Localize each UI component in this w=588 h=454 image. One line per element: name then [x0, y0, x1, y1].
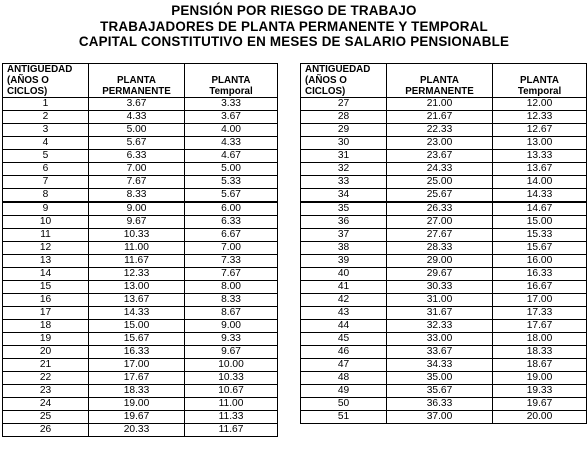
cell-planta-temporal: 9.33 — [185, 333, 278, 346]
cell-planta-temporal: 10.67 — [185, 385, 278, 398]
table-row — [3, 294, 278, 307]
cell-antiguedad: 29 — [301, 124, 387, 137]
cell-antiguedad: 38 — [301, 242, 387, 255]
table-row — [301, 411, 587, 424]
cell-planta-permanente: 19.00 — [89, 398, 185, 411]
cell-planta-temporal: 11.67 — [185, 424, 278, 437]
cell-planta-temporal: 13.67 — [493, 163, 587, 176]
cell-antiguedad: 33 — [301, 176, 387, 189]
header-antiguedad-line: ANTIGÜEDAD — [7, 64, 73, 75]
header-permanente-line: PLANTA — [116, 75, 156, 86]
cell-planta-permanente: 30.33 — [387, 281, 493, 294]
cell-antiguedad: 46 — [301, 346, 387, 359]
cell-planta-temporal: 15.67 — [493, 242, 587, 255]
header-antiguedad-line: CICLOS) — [7, 86, 48, 97]
cell-antiguedad: 16 — [3, 294, 89, 307]
cell-antiguedad: 35 — [301, 202, 387, 216]
cell-planta-temporal: 19.67 — [493, 398, 587, 411]
table-row — [3, 359, 278, 372]
table-row — [301, 202, 587, 216]
cell-planta-permanente: 32.33 — [387, 320, 493, 333]
cell-planta-temporal: 18.67 — [493, 359, 587, 372]
table-row — [3, 268, 278, 281]
cell-planta-temporal: 5.67 — [185, 189, 278, 203]
cell-planta-permanente: 27.67 — [387, 229, 493, 242]
cell-planta-temporal: 20.00 — [493, 411, 587, 424]
cell-antiguedad: 47 — [301, 359, 387, 372]
cell-antiguedad: 6 — [3, 163, 89, 176]
cell-planta-temporal: 4.33 — [185, 137, 278, 150]
header-permanente-line: PERMANENTE — [405, 86, 474, 97]
table-row — [301, 294, 587, 307]
header-planta-permanente — [387, 64, 493, 98]
cell-planta-permanente: 8.33 — [89, 189, 185, 203]
header-antiguedad — [3, 64, 89, 98]
cell-antiguedad: 24 — [3, 398, 89, 411]
cell-antiguedad: 12 — [3, 242, 89, 255]
table-row — [301, 98, 587, 111]
cell-planta-permanente: 10.33 — [89, 229, 185, 242]
cell-planta-temporal: 7.33 — [185, 255, 278, 268]
cell-antiguedad: 45 — [301, 333, 387, 346]
table-row — [301, 307, 587, 320]
cell-planta-temporal: 17.00 — [493, 294, 587, 307]
header-planta-temporal — [185, 64, 278, 98]
header-permanente-line: PLANTA — [419, 75, 459, 86]
table-row — [301, 385, 587, 398]
table-left — [2, 63, 278, 437]
cell-planta-temporal: 5.00 — [185, 163, 278, 176]
cell-planta-permanente: 19.67 — [89, 411, 185, 424]
table-row — [301, 398, 587, 411]
cell-planta-temporal: 12.67 — [493, 124, 587, 137]
cell-planta-permanente: 35.67 — [387, 385, 493, 398]
table-row — [3, 242, 278, 255]
cell-planta-permanente: 24.33 — [387, 163, 493, 176]
cell-antiguedad: 32 — [301, 163, 387, 176]
document-title-block — [0, 3, 588, 50]
header-temporal-line: PLANTA — [211, 75, 251, 86]
cell-planta-permanente: 34.33 — [387, 359, 493, 372]
cell-planta-permanente: 7.00 — [89, 163, 185, 176]
table-row — [301, 346, 587, 359]
cell-antiguedad: 48 — [301, 372, 387, 385]
table-row — [301, 111, 587, 124]
table-row — [301, 137, 587, 150]
cell-antiguedad: 21 — [3, 359, 89, 372]
table-row — [3, 202, 278, 216]
cell-planta-temporal: 11.33 — [185, 411, 278, 424]
table-right — [300, 63, 587, 424]
table-row — [3, 98, 278, 111]
cell-planta-permanente: 3.67 — [89, 98, 185, 111]
table-row — [3, 255, 278, 268]
cell-planta-permanente: 33.67 — [387, 346, 493, 359]
table-row — [301, 216, 587, 229]
cell-planta-temporal: 7.67 — [185, 268, 278, 281]
cell-antiguedad: 28 — [301, 111, 387, 124]
cell-planta-permanente: 31.00 — [387, 294, 493, 307]
cell-antiguedad: 20 — [3, 346, 89, 359]
table-row — [301, 268, 587, 281]
cell-planta-temporal: 14.33 — [493, 189, 587, 203]
cell-planta-temporal: 8.33 — [185, 294, 278, 307]
cell-planta-temporal: 6.33 — [185, 216, 278, 229]
cell-antiguedad: 36 — [301, 216, 387, 229]
cell-planta-temporal: 4.00 — [185, 124, 278, 137]
cell-planta-permanente: 11.00 — [89, 242, 185, 255]
cell-planta-permanente: 12.33 — [89, 268, 185, 281]
header-antiguedad-line: (AÑOS O — [7, 75, 49, 86]
table-row — [301, 255, 587, 268]
cell-planta-temporal: 12.00 — [493, 98, 587, 111]
cell-planta-permanente: 17.00 — [89, 359, 185, 372]
table-row — [3, 281, 278, 294]
table-row — [3, 150, 278, 163]
table-row — [3, 111, 278, 124]
cell-planta-permanente: 16.33 — [89, 346, 185, 359]
title-line-2: TRABAJADORES DE PLANTA PERMANENTE Y TEMPORAL — [100, 18, 488, 34]
cell-planta-permanente: 36.33 — [387, 398, 493, 411]
cell-antiguedad: 41 — [301, 281, 387, 294]
cell-planta-permanente: 26.33 — [387, 202, 493, 216]
table-row — [3, 229, 278, 242]
table-right-body — [301, 98, 587, 424]
header-planta-permanente — [89, 64, 185, 98]
cell-planta-temporal: 8.00 — [185, 281, 278, 294]
cell-antiguedad: 27 — [301, 98, 387, 111]
cell-planta-temporal: 3.67 — [185, 111, 278, 124]
header-planta-temporal — [493, 64, 587, 98]
cell-planta-temporal: 13.33 — [493, 150, 587, 163]
cell-planta-temporal: 16.67 — [493, 281, 587, 294]
cell-antiguedad: 34 — [301, 189, 387, 203]
title-line-3: CAPITAL CONSTITUTIVO EN MESES DE SALARIO PENSIONABLE — [78, 34, 510, 50]
cell-planta-permanente: 13.67 — [89, 294, 185, 307]
header-row — [301, 64, 587, 98]
cell-antiguedad: 18 — [3, 320, 89, 333]
cell-antiguedad: 50 — [301, 398, 387, 411]
cell-antiguedad: 13 — [3, 255, 89, 268]
cell-antiguedad: 9 — [3, 202, 89, 216]
cell-planta-temporal: 9.00 — [185, 320, 278, 333]
cell-antiguedad: 49 — [301, 385, 387, 398]
cell-antiguedad: 30 — [301, 137, 387, 150]
table-row — [301, 124, 587, 137]
table-row — [3, 124, 278, 137]
table-row — [3, 398, 278, 411]
cell-planta-permanente: 13.00 — [89, 281, 185, 294]
cell-antiguedad: 51 — [301, 411, 387, 424]
cell-planta-temporal: 8.67 — [185, 307, 278, 320]
cell-planta-permanente: 6.33 — [89, 150, 185, 163]
cell-planta-temporal: 11.00 — [185, 398, 278, 411]
cell-planta-temporal: 9.67 — [185, 346, 278, 359]
cell-planta-temporal: 18.00 — [493, 333, 587, 346]
cell-planta-temporal: 4.67 — [185, 150, 278, 163]
cell-planta-permanente: 11.67 — [89, 255, 185, 268]
cell-planta-permanente: 37.00 — [387, 411, 493, 424]
cell-planta-permanente: 17.67 — [89, 372, 185, 385]
cell-planta-temporal: 14.00 — [493, 176, 587, 189]
cell-planta-temporal: 3.33 — [185, 98, 278, 111]
cell-planta-permanente: 23.00 — [387, 137, 493, 150]
table-row — [301, 281, 587, 294]
table-row — [301, 359, 587, 372]
cell-planta-temporal: 16.33 — [493, 268, 587, 281]
cell-planta-temporal: 12.33 — [493, 111, 587, 124]
table-row — [301, 189, 587, 203]
cell-planta-temporal: 6.00 — [185, 202, 278, 216]
cell-planta-permanente: 35.00 — [387, 372, 493, 385]
table-row — [3, 137, 278, 150]
table-row — [3, 163, 278, 176]
cell-planta-temporal: 15.33 — [493, 229, 587, 242]
cell-planta-temporal: 19.00 — [493, 372, 587, 385]
table-row — [301, 333, 587, 346]
cell-planta-permanente: 15.00 — [89, 320, 185, 333]
table-row — [301, 372, 587, 385]
cell-planta-temporal: 14.67 — [493, 202, 587, 216]
cell-antiguedad: 5 — [3, 150, 89, 163]
cell-planta-temporal: 17.67 — [493, 320, 587, 333]
table-row — [3, 333, 278, 346]
cell-planta-temporal: 17.33 — [493, 307, 587, 320]
table-row — [3, 307, 278, 320]
header-temporal-line: Temporal — [517, 86, 562, 97]
table-row — [3, 189, 278, 203]
cell-planta-temporal: 7.00 — [185, 242, 278, 255]
cell-planta-permanente: 5.67 — [89, 137, 185, 150]
cell-planta-permanente: 14.33 — [89, 307, 185, 320]
cell-planta-permanente: 7.67 — [89, 176, 185, 189]
table-row — [3, 372, 278, 385]
table-row — [301, 176, 587, 189]
cell-planta-temporal: 13.00 — [493, 137, 587, 150]
table-row — [3, 346, 278, 359]
cell-antiguedad: 43 — [301, 307, 387, 320]
cell-antiguedad: 4 — [3, 137, 89, 150]
table-row — [3, 176, 278, 189]
cell-planta-permanente: 9.67 — [89, 216, 185, 229]
cell-antiguedad: 31 — [301, 150, 387, 163]
header-permanente-line: PERMANENTE — [102, 86, 171, 97]
header-row — [3, 64, 278, 98]
cell-antiguedad: 23 — [3, 385, 89, 398]
cell-antiguedad: 40 — [301, 268, 387, 281]
cell-antiguedad: 19 — [3, 333, 89, 346]
cell-antiguedad: 11 — [3, 229, 89, 242]
cell-planta-permanente: 28.33 — [387, 242, 493, 255]
cell-planta-temporal: 15.00 — [493, 216, 587, 229]
cell-planta-temporal: 18.33 — [493, 346, 587, 359]
cell-planta-permanente: 18.33 — [89, 385, 185, 398]
cell-planta-permanente: 29.00 — [387, 255, 493, 268]
cell-planta-permanente: 23.67 — [387, 150, 493, 163]
header-temporal-line: PLANTA — [519, 75, 559, 86]
cell-antiguedad: 10 — [3, 216, 89, 229]
cell-antiguedad: 15 — [3, 281, 89, 294]
cell-antiguedad: 1 — [3, 98, 89, 111]
table-row — [301, 150, 587, 163]
cell-antiguedad: 22 — [3, 372, 89, 385]
header-temporal-line: Temporal — [209, 86, 253, 97]
cell-antiguedad: 8 — [3, 189, 89, 203]
cell-planta-permanente: 4.33 — [89, 111, 185, 124]
table-row — [3, 216, 278, 229]
cell-planta-permanente: 31.67 — [387, 307, 493, 320]
cell-antiguedad: 3 — [3, 124, 89, 137]
cell-planta-temporal: 19.33 — [493, 385, 587, 398]
cell-planta-permanente: 27.00 — [387, 216, 493, 229]
table-row — [3, 411, 278, 424]
cell-planta-temporal: 5.33 — [185, 176, 278, 189]
cell-antiguedad: 7 — [3, 176, 89, 189]
cell-antiguedad: 17 — [3, 307, 89, 320]
cell-planta-permanente: 25.67 — [387, 189, 493, 203]
title-line-1: PENSIÓN POR RIESGO DE TRABAJO — [171, 3, 417, 18]
header-antiguedad-line: ANTIGÜEDAD — [305, 64, 371, 75]
table-row — [301, 229, 587, 242]
cell-planta-permanente: 9.00 — [89, 202, 185, 216]
cell-planta-permanente: 15.67 — [89, 333, 185, 346]
table-row — [301, 242, 587, 255]
cell-planta-permanente: 33.00 — [387, 333, 493, 346]
table-row — [301, 163, 587, 176]
cell-planta-temporal: 10.00 — [185, 359, 278, 372]
cell-antiguedad: 26 — [3, 424, 89, 437]
header-antiguedad-line: CICLOS) — [305, 86, 346, 97]
cell-antiguedad: 42 — [301, 294, 387, 307]
cell-planta-temporal: 6.67 — [185, 229, 278, 242]
table-row — [301, 320, 587, 333]
cell-planta-permanente: 21.00 — [387, 98, 493, 111]
cell-antiguedad: 39 — [301, 255, 387, 268]
header-antiguedad-line: (AÑOS O — [305, 75, 347, 86]
table-row — [3, 320, 278, 333]
cell-antiguedad: 14 — [3, 268, 89, 281]
table-row — [3, 424, 278, 437]
cell-antiguedad: 44 — [301, 320, 387, 333]
cell-planta-permanente: 21.67 — [387, 111, 493, 124]
cell-planta-temporal: 16.00 — [493, 255, 587, 268]
cell-planta-permanente: 22.33 — [387, 124, 493, 137]
cell-antiguedad: 25 — [3, 411, 89, 424]
cell-planta-permanente: 29.67 — [387, 268, 493, 281]
table-left-body — [3, 98, 278, 437]
table-row — [3, 385, 278, 398]
cell-planta-temporal: 10.33 — [185, 372, 278, 385]
cell-planta-permanente: 25.00 — [387, 176, 493, 189]
cell-antiguedad: 37 — [301, 229, 387, 242]
cell-antiguedad: 2 — [3, 111, 89, 124]
cell-planta-permanente: 5.00 — [89, 124, 185, 137]
header-antiguedad — [301, 64, 387, 98]
cell-planta-permanente: 20.33 — [89, 424, 185, 437]
